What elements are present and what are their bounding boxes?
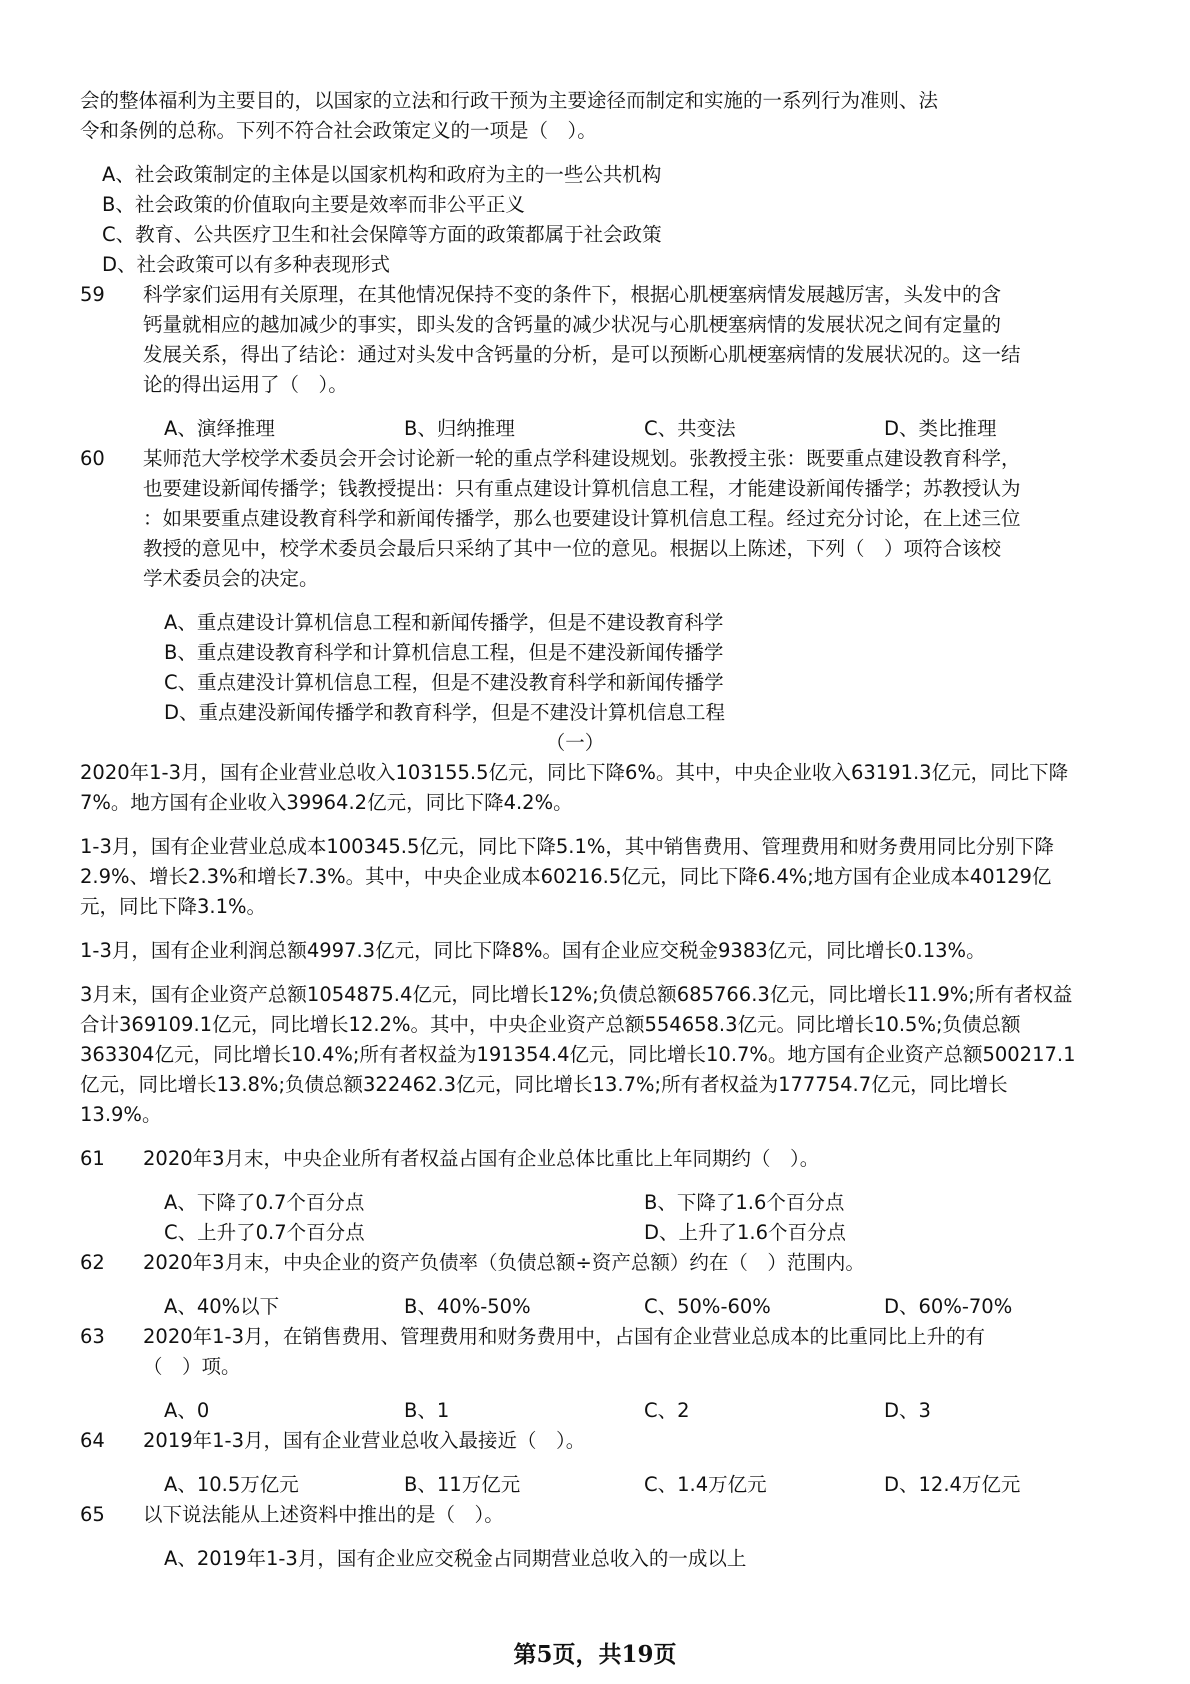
option-d: D、社会政策可以有多种表现形式 bbox=[102, 253, 391, 276]
question-number: 65 bbox=[80, 1503, 105, 1526]
option-d: D、重点建没新闻传播学和教育科学，但是不建没计算机信息工程 bbox=[164, 701, 726, 724]
stem-line: 2020年1-3月，在销售费用、管理费用和财务费用中，占国有企业营业总成本的比重同比上升的有 bbox=[143, 1325, 985, 1348]
option-d: D、类比推理 bbox=[884, 417, 997, 440]
question-58-options bbox=[80, 160, 1130, 280]
option-a: A、10.5万亿元 bbox=[164, 1473, 299, 1496]
option-a: A、下降了0.7个百分点 bbox=[164, 1191, 365, 1214]
material-paragraph bbox=[80, 936, 1130, 966]
stem-line: 论的得出运用了（ ）。 bbox=[143, 373, 348, 396]
option-d: D、3 bbox=[884, 1399, 931, 1422]
question-65 bbox=[80, 1500, 1130, 1530]
question-58-stem-line: 会的整体福利为主要目的，以国家的立法和行政干预为主要途径而制定和实施的一系列行为准则、法 bbox=[80, 89, 939, 112]
question-stem: 以下说法能从上述资料中推出的是（ ）。 bbox=[143, 1503, 504, 1526]
material-paragraph bbox=[80, 832, 1130, 922]
option-a: A、社会政策制定的主体是以国家机构和政府为主的一些公共机构 bbox=[102, 163, 662, 186]
question-stem: 2020年3月末，中央企业的资产负债率（负债总额÷资产总额）约在（ ）范围内。 bbox=[143, 1251, 865, 1274]
question-61-options-row bbox=[80, 1218, 1130, 1248]
stem-line: 教授的意见中，校学术委员会最后只采纳了其中一位的意见。根据以上陈述，下列（ ）项符合该校 bbox=[143, 537, 1002, 560]
page-footer: 第5页，共19页 bbox=[513, 1641, 677, 1668]
material-line: 亿元，同比增长13.8%;负债总额322462.3亿元，同比增长13.7%;所有者权益为177754.7亿元，同比增长 bbox=[80, 1073, 1008, 1096]
material-line: 2020年1-3月，国有企业营业总收入103155.5亿元，同比下降6%。其中，中央企业收入63191.3亿元，同比下降 bbox=[80, 761, 1069, 784]
page-body bbox=[80, 86, 1130, 1574]
question-stem bbox=[143, 1322, 1130, 1382]
option-d: D、12.4万亿元 bbox=[884, 1473, 1021, 1496]
material-line: 元，同比下降3.1%。 bbox=[80, 895, 267, 918]
option-c: C、1.4万亿元 bbox=[644, 1473, 767, 1496]
option-a: A、重点建设计算机信息工程和新闻传播学，但是不建设教育科学 bbox=[164, 611, 724, 634]
question-stem: 2019年1-3月，国有企业营业总收入最接近（ ）。 bbox=[143, 1429, 586, 1452]
question-63 bbox=[80, 1322, 1130, 1382]
material-line: 363304亿元，同比增长10.4%;所有者权益为191354.4亿元，同比增长10.7%。地方国有企业资产总额500217.1 bbox=[80, 1043, 1076, 1066]
material-line: 1-3月，国有企业营业总成本100345.5亿元，同比下降5.1%，其中销售费用、管理费用和财务费用同比分别下降 bbox=[80, 835, 1054, 858]
section-title: （一） bbox=[545, 731, 605, 754]
option-b: B、重点建设教育科学和计算机信息工程，但是不建没新闻传播学 bbox=[164, 641, 724, 664]
question-62-options bbox=[80, 1292, 1130, 1322]
option-b: B、下降了1.6个百分点 bbox=[644, 1191, 845, 1214]
question-59 bbox=[80, 280, 1130, 400]
material-paragraph bbox=[80, 758, 1130, 818]
question-number: 64 bbox=[80, 1429, 105, 1452]
option-a: A、40%以下 bbox=[164, 1295, 280, 1318]
option-c: C、重点建没计算机信息工程，但是不建没教育科学和新闻传播学 bbox=[164, 671, 724, 694]
question-61-options-row bbox=[80, 1188, 1130, 1218]
stem-line: 学术委员会的决定。 bbox=[143, 567, 319, 590]
option-b: B、40%-50% bbox=[404, 1295, 531, 1318]
option-b: B、社会政策的价值取向主要是效率而非公平正义 bbox=[102, 193, 525, 216]
material-paragraph bbox=[80, 980, 1130, 1130]
material-line: 2.9%、增长2.3%和增长7.3%。其中，中央企业成本60216.5亿元，同比下降6.4%;地方国有企业成本40129亿 bbox=[80, 865, 1052, 888]
option-c: C、50%-60% bbox=[644, 1295, 771, 1318]
question-61 bbox=[80, 1144, 1130, 1174]
option-c: C、教育、公共医疗卫生和社会保障等方面的政策都属于社会政策 bbox=[102, 223, 662, 246]
stem-line: （ ）项。 bbox=[143, 1355, 241, 1378]
option-a: A、2019年1-3月，国有企业应交税金占同期营业总收入的一成以上 bbox=[164, 1547, 747, 1570]
option-b: B、11万亿元 bbox=[404, 1473, 521, 1496]
stem-line: 科学家们运用有关原理，在其他情况保持不变的条件下，根据心肌梗塞病情发展越厉害，头发中的含 bbox=[143, 283, 1002, 306]
option-a: A、0 bbox=[164, 1399, 210, 1422]
stem-line: 钙量就相应的越加减少的事实，即头发的含钙量的减少状况与心肌梗塞病情的发展状况之间有定量的 bbox=[143, 313, 1002, 336]
material-line: 合计369109.1亿元，同比增长12.2%。其中，中央企业资产总额554658.3亿元。同比增长10.5%;负债总额 bbox=[80, 1013, 1021, 1036]
question-65-options bbox=[80, 1544, 1130, 1574]
question-64-options bbox=[80, 1470, 1130, 1500]
question-58-stem-line: 令和条例的总称。下列不符合社会政策定义的一项是（ ）。 bbox=[80, 119, 597, 142]
stem-line: 也要建设新闻传播学；钱教授提出：只有重点建设计算机信息工程，才能建设新闻传播学；苏教授认为 bbox=[143, 477, 1021, 500]
material-line: 3月末，国有企业资产总额1054875.4亿元，同比增长12%;负债总额685766.3亿元，同比增长11.9%;所有者权益 bbox=[80, 983, 1073, 1006]
stem-line: ：如果要重点建设教育科学和新闻传播学，那么也要建设计算机信息工程。经过充分讨论，在上述三位 bbox=[143, 507, 1021, 530]
question-number: 62 bbox=[80, 1251, 105, 1274]
question-number: 63 bbox=[80, 1325, 105, 1348]
question-59-options bbox=[80, 414, 1130, 444]
question-60 bbox=[80, 444, 1130, 594]
stem-line: 某师范大学校学术委员会开会讨论新一轮的重点学科建设规划。张教授主张：既要重点建设教育科学， bbox=[143, 447, 1021, 470]
question-64 bbox=[80, 1426, 1130, 1456]
option-d: D、上升了1.6个百分点 bbox=[644, 1221, 847, 1244]
question-63-options bbox=[80, 1396, 1130, 1426]
question-60-options bbox=[80, 608, 1130, 728]
question-number: 59 bbox=[80, 283, 105, 306]
material-line: 1-3月，国有企业利润总额4997.3亿元，同比下降8%。国有企业应交税金9383亿元，同比增长0.13%。 bbox=[80, 939, 986, 962]
question-62 bbox=[80, 1248, 1130, 1278]
question-stem bbox=[143, 444, 1130, 594]
option-b: B、归纳推理 bbox=[404, 417, 515, 440]
question-stem: 2020年3月末，中央企业所有者权益占国有企业总体比重比上年同期约（ ）。 bbox=[143, 1147, 820, 1170]
option-c: C、共变法 bbox=[644, 417, 736, 440]
material-line: 13.9%。 bbox=[80, 1103, 162, 1126]
question-number: 61 bbox=[80, 1147, 105, 1170]
question-number: 60 bbox=[80, 447, 105, 470]
material-line: 7%。地方国有企业收入39964.2亿元，同比下降4.2%。 bbox=[80, 791, 573, 814]
question-stem bbox=[143, 280, 1130, 400]
option-b: B、1 bbox=[404, 1399, 450, 1422]
stem-line: 发展关系，得出了结论：通过对头发中含钙量的分析，是可以预断心肌梗塞病情的发展状况的。这一结 bbox=[143, 343, 1021, 366]
option-c: C、上升了0.7个百分点 bbox=[164, 1221, 365, 1244]
option-c: C、2 bbox=[644, 1399, 690, 1422]
option-a: A、演绎推理 bbox=[164, 417, 275, 440]
option-d: D、60%-70% bbox=[884, 1295, 1013, 1318]
